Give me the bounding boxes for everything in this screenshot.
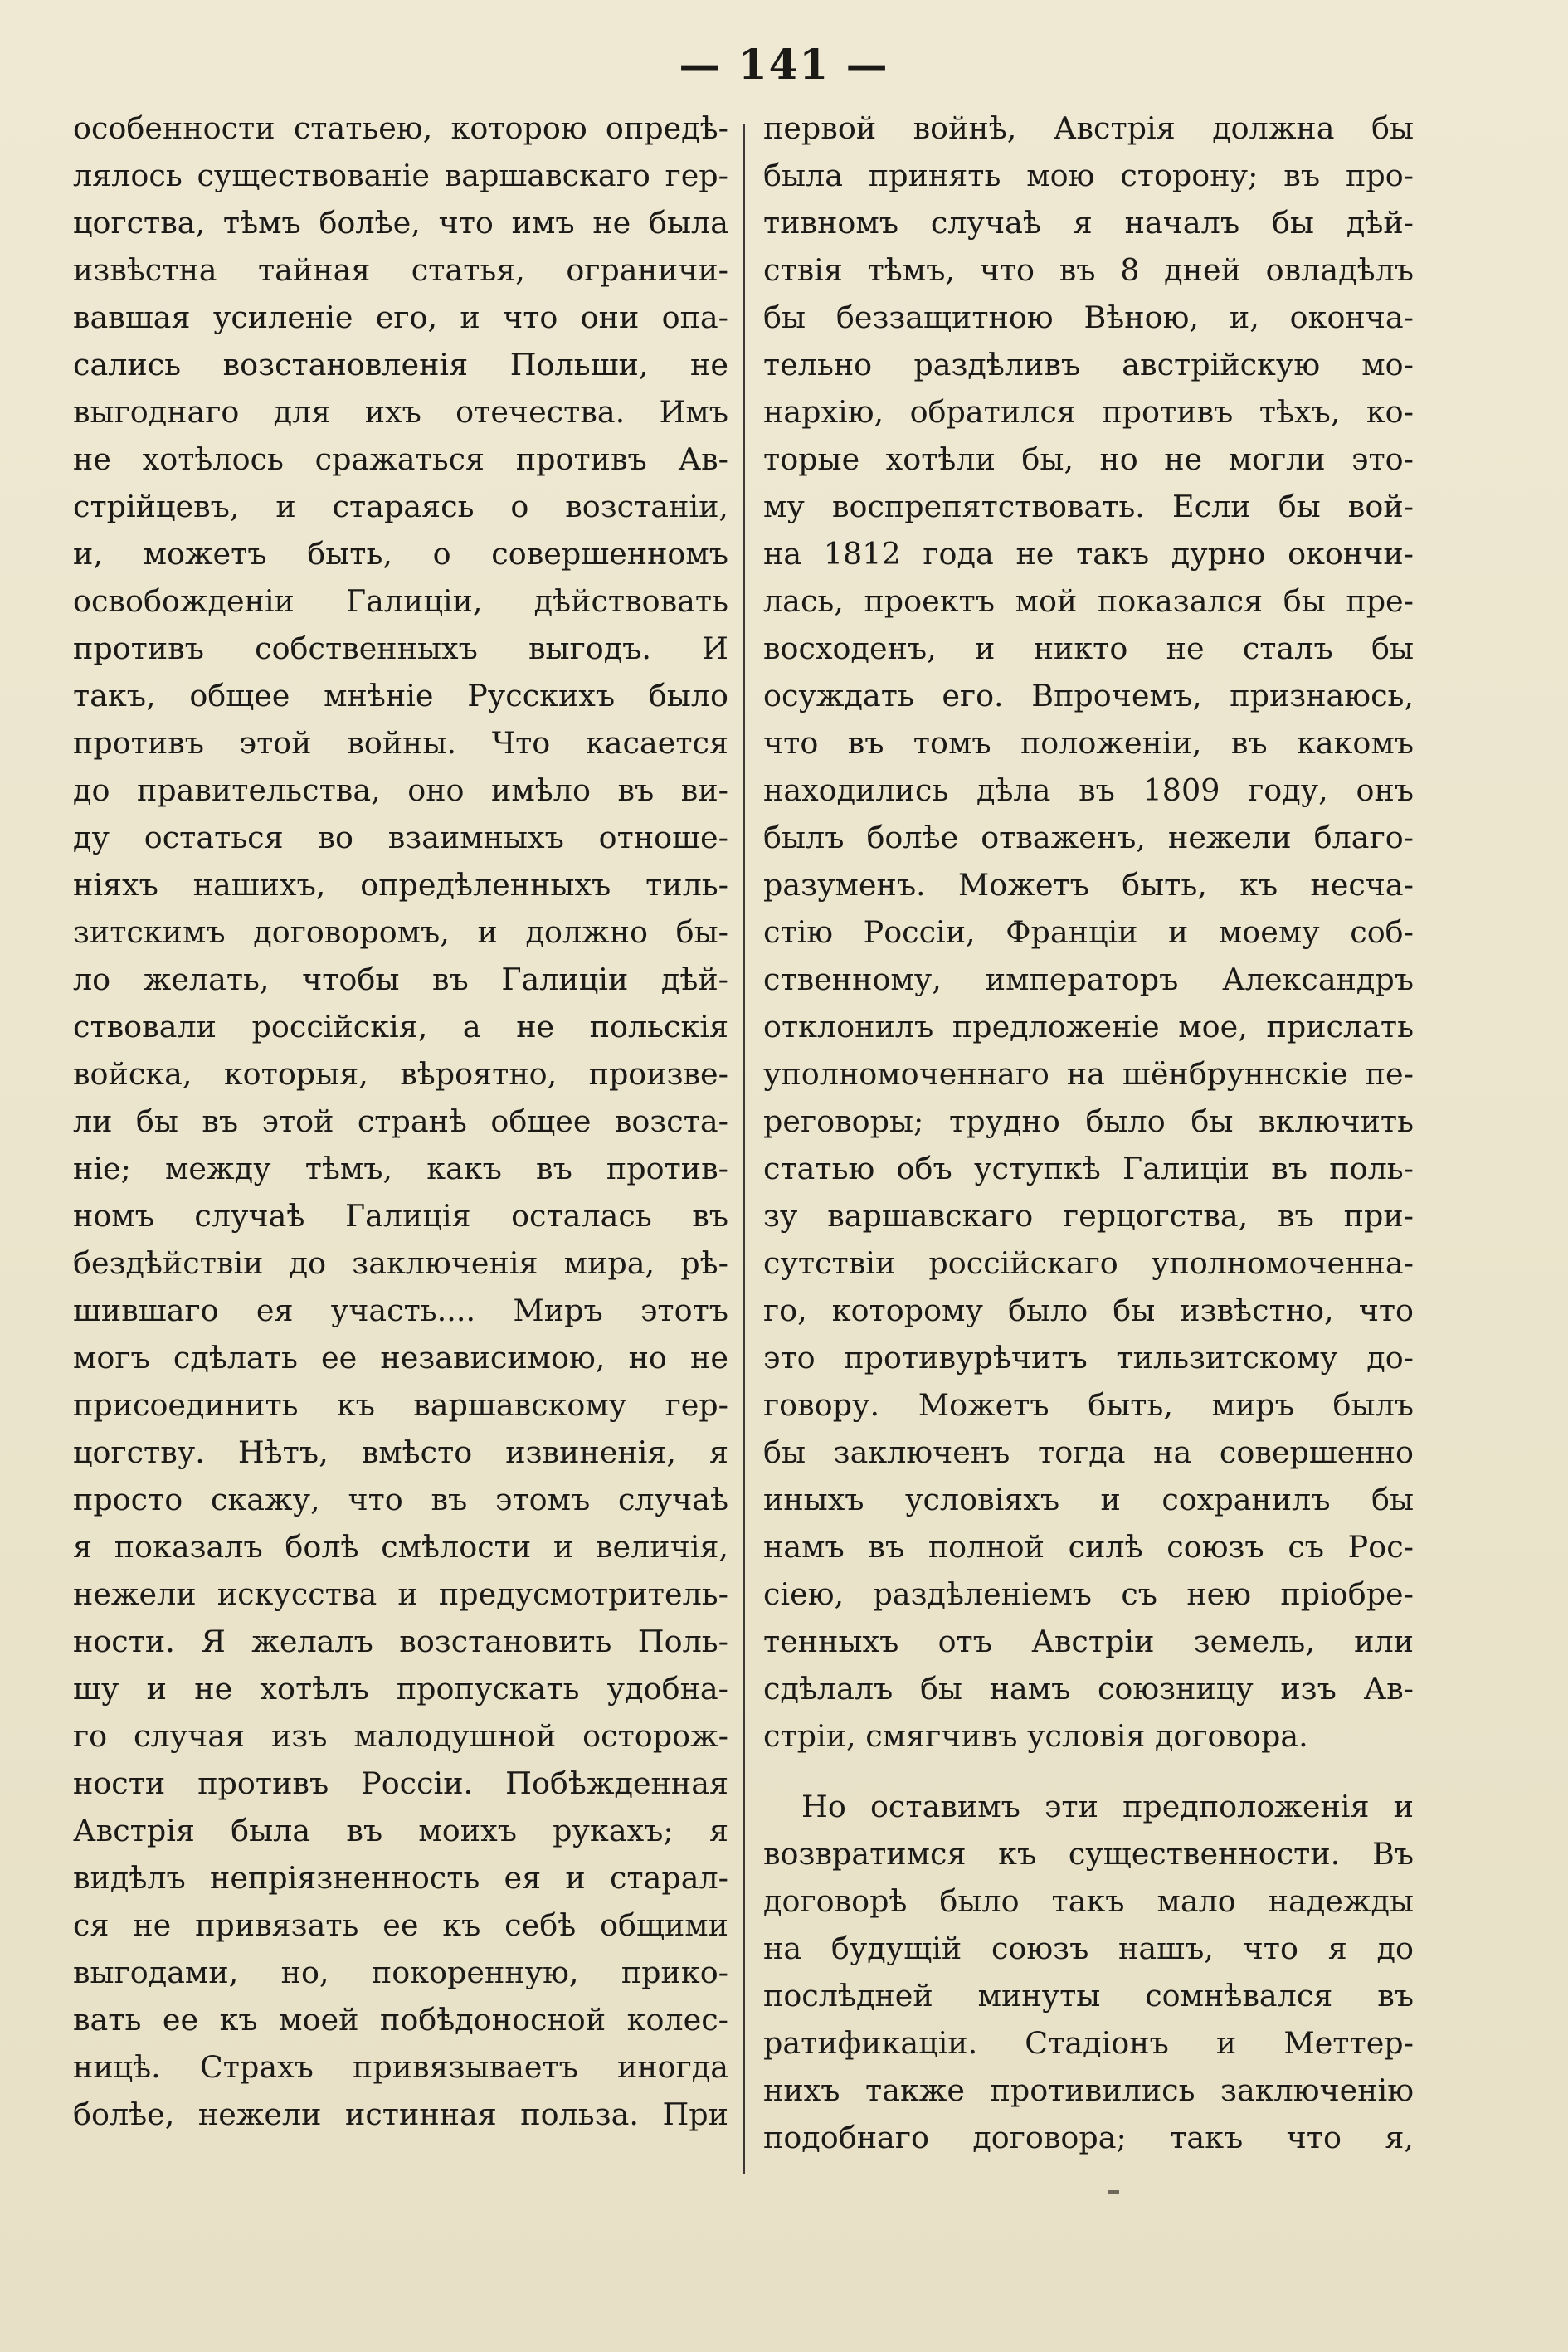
text-line: ли бы въ этой странѣ общее возста-	[73, 1103, 728, 1139]
text-line: ствовали россійскія, а не польскія	[73, 1009, 728, 1045]
text-line: нихъ также противились заключенію	[763, 2072, 1414, 2108]
page-number: — 141 —	[679, 40, 889, 89]
text-line: стрійцевъ, и стараясь о возстаніи,	[73, 489, 728, 524]
text-line: го случая изъ малодушной осторож-	[73, 1718, 728, 1754]
text-line: ствія тѣмъ, что въ 8 дней овладѣлъ	[763, 252, 1414, 288]
text-line: тивномъ случаѣ я началъ бы дѣй-	[763, 205, 1414, 241]
right-text-column	[763, 105, 1414, 2161]
text-line: и, можетъ быть, о совершенномъ	[73, 536, 728, 572]
text-line: зу варшавскаго герцогства, въ при-	[763, 1198, 1414, 1234]
text-line: присоединить къ варшавскому гер-	[73, 1387, 728, 1423]
text-line: подобнаго договора; такъ что я,	[763, 2120, 1414, 2155]
text-line: стію Россіи, Франціи и моему соб-	[763, 914, 1414, 950]
text-line: договорѣ было такъ мало надежды	[763, 1883, 1414, 1919]
text-line: ло желать, чтобы въ Галиціи дѣй-	[73, 962, 728, 997]
text-line: лялось существованіе варшавскаго гер-	[73, 158, 728, 193]
left-text-column	[73, 105, 728, 2138]
text-line: говору. Можетъ быть, миръ былъ	[763, 1387, 1414, 1423]
text-line: номъ случаѣ Галиція осталась въ	[73, 1198, 728, 1234]
text-line: цогства, тѣмъ болѣе, что имъ не была	[73, 205, 728, 241]
text-line: Австрія была въ моихъ рукахъ; я	[73, 1813, 728, 1848]
text-line: ніе; между тѣмъ, какъ въ против-	[73, 1151, 728, 1186]
text-line: му воспрепятствовать. Если бы вой-	[763, 489, 1414, 524]
text-line: реговоры; трудно было бы включить	[763, 1103, 1414, 1139]
text-line: ницѣ. Страхъ привязываетъ иногда	[73, 2049, 728, 2085]
text-line: ся не привязать ее къ себѣ общими	[73, 1907, 728, 1943]
column-divider	[743, 124, 745, 2174]
text-line: такъ, общее мнѣніе Русскихъ было	[73, 678, 728, 713]
text-line: сались возстановленія Польши, не	[73, 347, 728, 382]
text-line: на будущій союзъ нашъ, что я до	[763, 1931, 1414, 1966]
text-line: я показалъ болѣ смѣлости и величія,	[73, 1529, 728, 1565]
text-line: сдѣлалъ бы намъ союзницу изъ Ав-	[763, 1671, 1414, 1707]
text-line: ніяхъ нашихъ, опредѣленныхъ тиль-	[73, 867, 728, 903]
text-line: на 1812 года не такъ дурно окончи-	[763, 536, 1414, 572]
text-line: уполномоченнаго на шёнбруннскіе пе-	[763, 1056, 1414, 1092]
text-line: статью объ уступкѣ Галиціи въ поль-	[763, 1151, 1414, 1186]
paragraph-gap	[763, 1760, 1414, 1783]
text-line: выгоднаго для ихъ отечества. Имъ	[73, 394, 728, 430]
text-line: торые хотѣли бы, но не могли это-	[763, 441, 1414, 477]
text-line: войска, которыя, вѣроятно, произве-	[73, 1056, 728, 1092]
text-line: вавшая усиленіе его, и что они опа-	[73, 299, 728, 335]
text-line: восходенъ, и никто не сталъ бы	[763, 631, 1414, 666]
text-line: го, которому было бы извѣстно, что	[763, 1293, 1414, 1328]
text-line: иныхъ условіяхъ и сохранилъ бы	[763, 1482, 1414, 1517]
text-line: просто скажу, что въ этомъ случаѣ	[73, 1482, 728, 1517]
text-line: что въ томъ положеніи, въ какомъ	[763, 725, 1414, 761]
text-line: ратификаціи. Стадіонъ и Меттер-	[763, 2025, 1414, 2061]
text-line: ности. Я желалъ возстановить Поль-	[73, 1624, 728, 1659]
text-line: до правительства, оно имѣло въ ви-	[73, 772, 728, 808]
text-line: зитскимъ договоромъ, и должно бы-	[73, 914, 728, 950]
text-line: тельно раздѣливъ австрійскую мо-	[763, 347, 1414, 382]
text-line: сутствіи россійскаго уполномоченна-	[763, 1245, 1414, 1281]
text-line: былъ болѣе отваженъ, нежели благо-	[763, 820, 1414, 855]
text-line: тенныхъ отъ Австріи земель, или	[763, 1624, 1414, 1659]
text-line: ственному, императоръ Александръ	[763, 962, 1414, 997]
text-line: стріи, смягчивъ условія договора.	[763, 1718, 1308, 1754]
text-line: шу и не хотѣлъ пропускать удобна-	[73, 1671, 728, 1707]
text-line: нежели искусства и предусмотритель-	[73, 1576, 728, 1612]
text-line: ду остаться во взаимныхъ отноше-	[73, 820, 728, 855]
text-line: могъ сдѣлать ее независимою, но не	[73, 1340, 728, 1376]
text-line: особенности статьею, которою опредѣ-	[73, 110, 728, 146]
text-line: освобожденіи Галиціи, дѣйствовать	[73, 583, 728, 619]
text-line: возвратимся къ существенности. Въ	[763, 1836, 1414, 1872]
ink-mark	[1108, 2190, 1119, 2194]
text-line: цогству. Нѣтъ, вмѣсто извиненія, я	[73, 1434, 728, 1470]
text-line: Но оставимъ эти предположенія и	[801, 1789, 1414, 1824]
text-line: не хотѣлось сражаться противъ Ав-	[73, 441, 728, 477]
text-line: ности противъ Россіи. Побѣжденная	[73, 1765, 728, 1801]
text-line: бы беззащитною Вѣною, и, оконча-	[763, 299, 1414, 335]
text-line: осуждать его. Впрочемъ, признаюсь,	[763, 678, 1414, 713]
text-line: лась, проектъ мой показался бы пре-	[763, 583, 1414, 619]
text-line: находились дѣла въ 1809 году, онъ	[763, 772, 1414, 808]
text-line: первой войнѣ, Австрія должна бы	[763, 110, 1414, 146]
text-line: была принять мою сторону; въ про-	[763, 158, 1414, 193]
text-line: разуменъ. Можетъ быть, къ несча-	[763, 867, 1414, 903]
text-line: болѣе, нежели истинная польза. При	[73, 2096, 728, 2132]
text-line: шившаго ея участь.... Миръ этотъ	[73, 1293, 728, 1328]
text-line: нархію, обратился противъ тѣхъ, ко-	[763, 394, 1414, 430]
text-line: намъ въ полной силѣ союзъ съ Рос-	[763, 1529, 1414, 1565]
text-line: отклонилъ предложеніе мое, прислать	[763, 1009, 1414, 1045]
text-line: бездѣйствіи до заключенія мира, рѣ-	[73, 1245, 728, 1281]
text-line: вать ее къ моей побѣдоносной колес-	[73, 2002, 728, 2038]
text-line: видѣлъ непріязненность ея и старал-	[73, 1860, 728, 1896]
text-line: извѣстна тайная статья, ограничи-	[73, 252, 728, 288]
text-line: сіею, раздѣленіемъ съ нею пріобре-	[763, 1576, 1414, 1612]
text-line: бы заключенъ тогда на совершенно	[763, 1434, 1414, 1470]
text-line: послѣдней минуты сомнѣвался въ	[763, 1978, 1414, 2014]
text-line: противъ собственныхъ выгодъ. И	[73, 631, 728, 666]
text-line: это противурѣчитъ тильзитскому до-	[763, 1340, 1414, 1376]
text-line: выгодами, но, покоренную, прико-	[73, 1955, 728, 1990]
text-line: противъ этой войны. Что касается	[73, 725, 728, 761]
